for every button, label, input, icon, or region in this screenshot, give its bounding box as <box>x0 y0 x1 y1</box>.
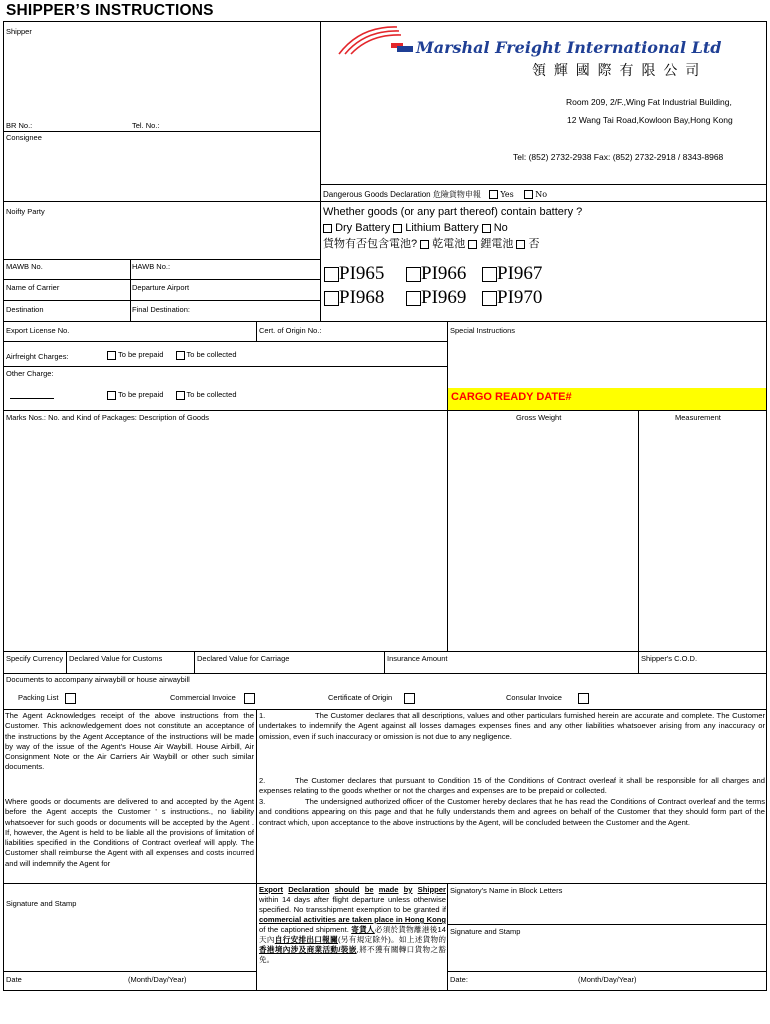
pi-970-checkbox[interactable] <box>482 291 497 306</box>
packing-list-checkbox[interactable] <box>65 693 76 704</box>
form-title: SHIPPER’S INSTRUCTIONS <box>6 2 214 19</box>
final-destination-label: Final Destination: <box>132 305 190 314</box>
airfreight-options: To be prepaid To be collected <box>107 349 237 360</box>
pi-968-checkbox[interactable] <box>324 291 339 306</box>
gross-weight-label: Gross Weight <box>516 413 562 422</box>
date-format-2-label: (Month/Day/Year) <box>578 975 637 984</box>
dry-battery-checkbox[interactable] <box>323 224 332 233</box>
zh-dry-checkbox[interactable] <box>420 240 429 249</box>
lithium-battery-checkbox[interactable] <box>393 224 402 233</box>
carrier-label: Name of Carrier <box>6 283 60 292</box>
other-charge-options: To be prepaid To be collected <box>107 389 237 400</box>
specify-currency-label: Specify Currency <box>6 654 64 663</box>
notify-party-label: Noifty Party <box>6 207 45 216</box>
condition-3-number: 3. <box>259 797 266 806</box>
destination-label: Destination <box>6 305 44 314</box>
pi-965-checkbox[interactable] <box>324 267 339 282</box>
export-license-label: Export License No. <box>6 326 70 335</box>
export-declaration: Export Declaration should be made by Shipper within 14 days after flight departure unless otherwise specified. No transshipment exemption to be granted if commercial activities are taken place in Hong Kong of the captioned shipment. 寄貨人必須於貨物離港後14天內自行安排出口報關(另有規定除外)。如上述貨物的香港境內涉及商業活動/裝嵌,將不獲有關轉口貨物之豁免。 <box>259 885 447 964</box>
consular-invoice-checkbox[interactable] <box>578 693 589 704</box>
consignee-label: Consignee <box>6 133 42 142</box>
agent-liability: Where goods or documents are delivered to and accepted by the Agent before the Agent accepts the Customer ' s instructions., no liability whatsoever for such goods or documents will be accepted by the Agent . If, however, the Agent is held to be liable all the provisions of limitation of liabilities specified in the Conditions of Contract overleaf will apply. The Customer shall reimburse the Agent with all expenses and costs incurred and will indemnify the Agent for <box>5 797 254 868</box>
date-format-label: (Month/Day/Year) <box>128 975 187 984</box>
airfreight-charges-label: Airfreight Charges: <box>6 352 69 361</box>
condition-1-number: 1. <box>259 711 266 720</box>
packing-list: Packing List <box>18 691 76 704</box>
special-instructions-label: Special Instructions <box>450 326 516 335</box>
other-prepaid-checkbox[interactable] <box>107 391 116 400</box>
measurement-label: Measurement <box>675 413 721 422</box>
company-name-zh: 領 輝 國 際 有 限 公 司 <box>532 62 702 78</box>
no-battery-checkbox[interactable] <box>482 224 491 233</box>
pi-969-checkbox[interactable] <box>406 291 421 306</box>
declared-carriage-label: Declared Value for Carriage <box>197 654 290 663</box>
tel-no-label: Tel. No.: <box>132 121 160 130</box>
condition-2-number: 2. <box>259 776 266 785</box>
br-no-label: BR No.: <box>6 121 33 130</box>
dg-no-checkbox[interactable] <box>524 190 533 199</box>
documents-label: Documents to accompany airwaybill or house airwaybill <box>6 675 190 684</box>
date-label: Date <box>6 975 22 984</box>
battery-options <box>323 222 508 235</box>
dangerous-goods-label: Dangerous Goods Declaration 危險貨物申報 Yes No <box>323 190 548 199</box>
condition-2: The Customer declares that pursuant to Condition 15 of the Conditions of Contract overleaf it shall be responsible for all charges and expenses relating to the goods whether or not the charges and expenses are to be prepaid or collected. <box>259 776 765 796</box>
signature-stamp-label: Signature and Stamp <box>6 899 77 908</box>
battery-question: Whether goods (or any part thereof) contain battery ? <box>323 206 583 218</box>
consular-invoice: Consular Invoice <box>506 691 589 704</box>
shippers-cod-label: Shipper's C.O.D. <box>641 654 698 663</box>
dg-no-label: No <box>535 190 548 199</box>
shipper-label: Shipper <box>6 27 32 36</box>
other-charge-line <box>10 398 54 399</box>
agent-acknowledgement: The Agent Acknowledges receipt of the above instructions from the Customer. This acknowledgement does not constitute an acceptance of the instructions by the Agent Acceptance of the instructions will be made by way of the issue of the Agent's House Air Waybill. House Airbill, Air Consignment Note or the Air Carriers Air Waybill or other such similar documents. <box>5 711 254 772</box>
pi-970: PI970 <box>482 287 542 309</box>
pi-967: PI967 <box>482 263 542 285</box>
pi-969: PI969 <box>406 287 466 309</box>
commercial-invoice-checkbox[interactable] <box>244 693 255 704</box>
departure-label: Departure Airport <box>132 283 190 292</box>
company-address-1: Room 209, 2/F.,Wing Fat Industrial Building, <box>566 97 732 107</box>
mawb-label: MAWB No. <box>6 262 43 271</box>
signatory-name-label: Signatory's Name in Block Letters <box>450 886 563 895</box>
pi-965: PI965 <box>324 263 384 285</box>
no-battery-label: No <box>493 222 508 234</box>
hawb-label: HAWB No.: <box>132 262 171 271</box>
condition-3: The undersigned authorized officer of the Customer hereby declares that he has read the Conditions of Contract overleaf and the terms and conditions appearing on this page and that he fully understands them and agrees on behalf of the Customer that they should form part of the contract which, upon acceptance to the above instructions by the Agent, will be concluded between the Customer and the Agent. <box>259 797 765 827</box>
company-address-2: 12 Wang Tai Road,Kowloon Bay,Hong Kong <box>567 115 733 125</box>
pi-968: PI968 <box>324 287 384 309</box>
zh-no-checkbox[interactable] <box>516 240 525 249</box>
airfreight-prepaid-checkbox[interactable] <box>107 351 116 360</box>
battery-options-zh: 貨物有否包含電池? 乾電池 鋰電池 否 <box>323 238 540 250</box>
zh-lithium-checkbox[interactable] <box>468 240 477 249</box>
signature-stamp-2-label: Signature and Stamp <box>450 927 521 936</box>
commercial-invoice: Commercial Invoice <box>170 691 255 704</box>
airfreight-collected-checkbox[interactable] <box>176 351 185 360</box>
dry-battery-label: Dry Battery <box>335 222 391 234</box>
company-contact: Tel: (852) 2732-2938 Fax: (852) 2732-2918 / 8343-8968 <box>513 152 724 162</box>
marks-label: Marks Nos.: No. and Kind of Packages: Description of Goods <box>6 413 210 422</box>
lithium-battery-label: Lithium Battery <box>405 222 479 234</box>
condition-1: The Customer declares that all descriptions, values and other particulars furnished herein are accurate and complete. The Customer undertakes to indemnify the Agent against all losses damages expenses fines and any other liabilities whatsoever arising from any inaccuracy or omission, even if such inaccuracy or omission is not due to any negligence. <box>259 711 765 741</box>
pi-966-checkbox[interactable] <box>406 267 421 282</box>
dg-yes-label: Yes <box>500 190 514 199</box>
date-2-label: Date: <box>450 975 468 984</box>
insurance-label: Insurance Amount <box>387 654 448 663</box>
cargo-ready-date-label: CARGO READY DATE# <box>451 391 572 403</box>
certificate-origin: Certificate of Origin <box>328 691 415 704</box>
other-collected-checkbox[interactable] <box>176 391 185 400</box>
certificate-origin-checkbox[interactable] <box>404 693 415 704</box>
company-name-en: Marshal Freight International Ltd <box>416 38 722 57</box>
declared-customs-label: Declared Value for Customs <box>69 654 163 663</box>
pi-966: PI966 <box>406 263 466 285</box>
pi-967-checkbox[interactable] <box>482 267 497 282</box>
cert-origin-label: Cert. of Origin No.: <box>259 326 322 335</box>
dg-yes-checkbox[interactable] <box>489 190 498 199</box>
other-charge-label: Other Charge: <box>6 369 54 378</box>
